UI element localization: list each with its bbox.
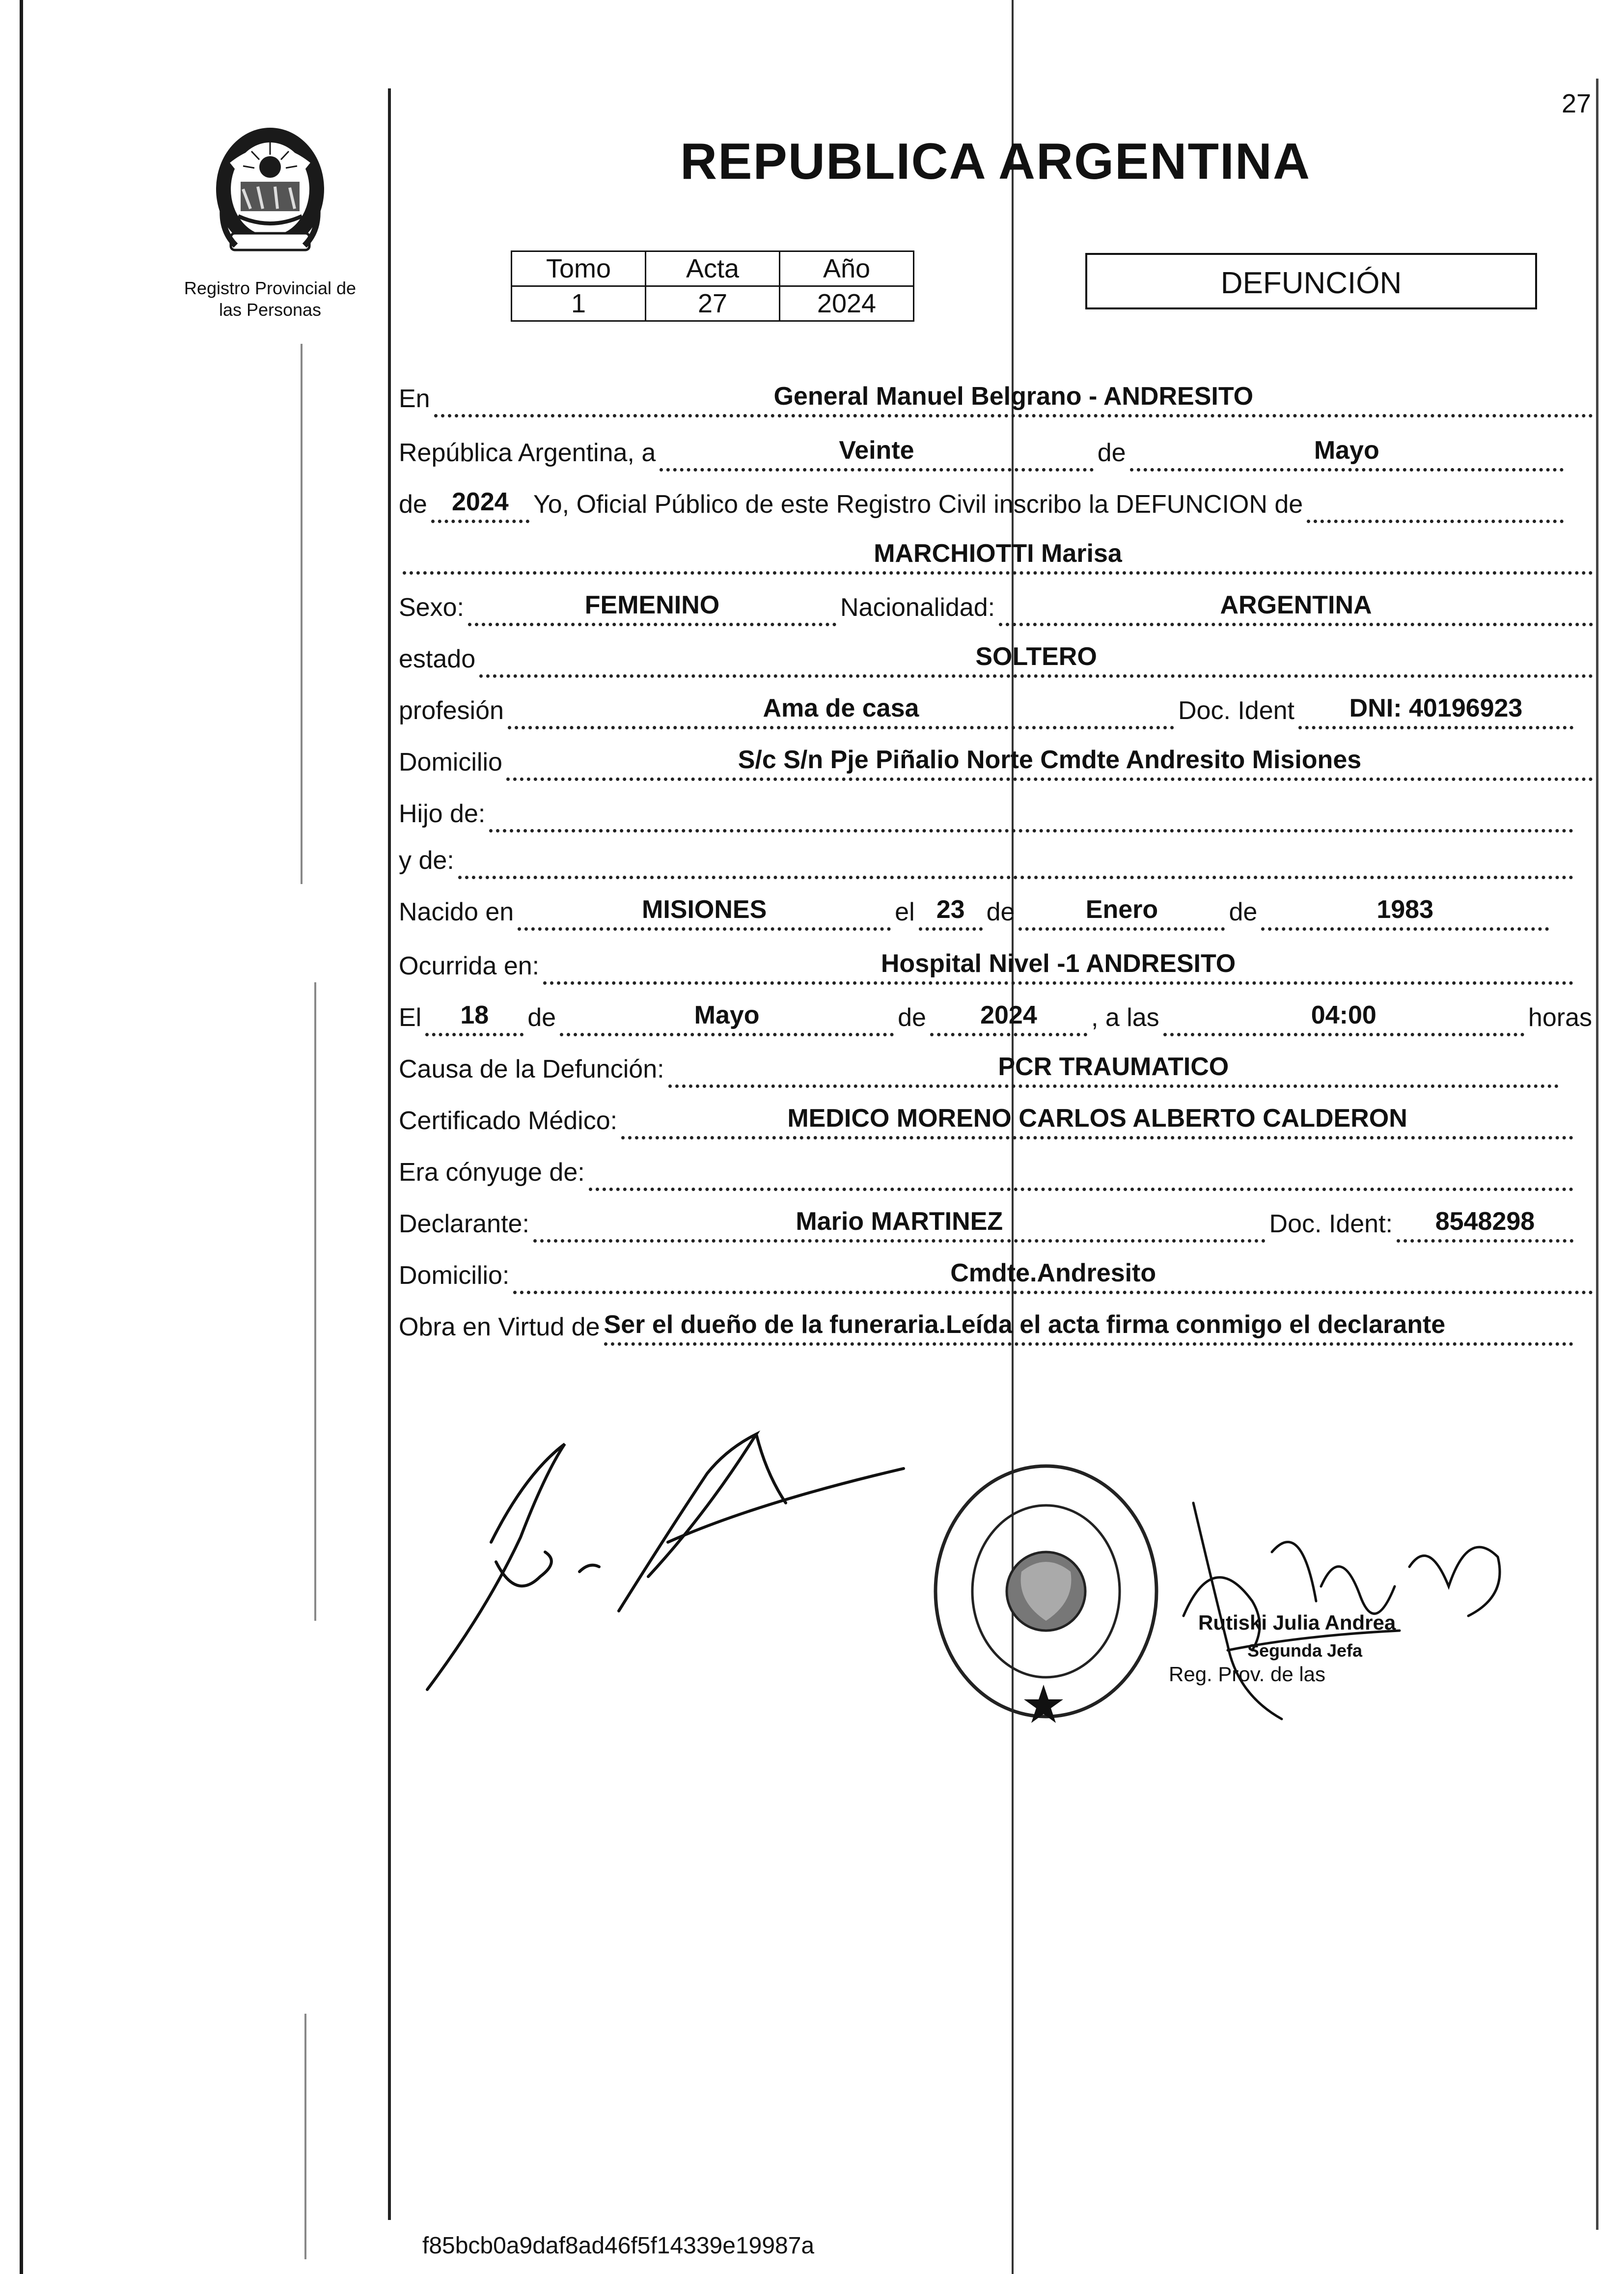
def-dia: 18 (425, 1000, 523, 1036)
conyuge-value (589, 1185, 1573, 1191)
row-conyuge (399, 1152, 1577, 1191)
nacionalidad-label: Nacionalidad: (840, 593, 995, 622)
punch-marks (301, 344, 303, 884)
de-label: de (1097, 439, 1126, 467)
nacionalidad-value: ARGENTINA (999, 590, 1593, 626)
yo-text: Yo, Oficial Público de este Registro Civil inscribo la DEFUNCION de (533, 490, 1303, 519)
causa-label: Causa de la Defunción: (399, 1055, 664, 1083)
tipo-acta-box: DEFUNCIÓN (1085, 253, 1537, 309)
row-estado (399, 638, 1597, 678)
row-obra (399, 1306, 1577, 1346)
punch-marks (314, 982, 316, 1621)
row-yde (399, 840, 1577, 879)
provincia-misiones-seal (196, 108, 344, 265)
anio-header: Año (780, 251, 914, 286)
row-causa (399, 1049, 1563, 1088)
cert-label: Certificado Médico: (399, 1107, 618, 1135)
registro-line-2: las Personas (219, 300, 322, 320)
dom2-label: Domicilio: (399, 1261, 510, 1290)
row-fecha (399, 432, 1568, 471)
yde-value (458, 873, 1573, 879)
nac-mes: Enero (1018, 895, 1225, 931)
nac-anio: 1983 (1261, 895, 1549, 931)
nac-de-2: de (1229, 898, 1258, 926)
ocurrida-value: Hospital Nivel -1 ANDRESITO (543, 949, 1573, 985)
profesion-label: profesión (399, 696, 504, 725)
domicilio-label: Domicilio (399, 748, 502, 776)
en-label: En (399, 385, 430, 413)
oficial-role: Segunda Jefa (1247, 1640, 1363, 1661)
def-de-1: de (527, 1003, 556, 1032)
tomo-value: 1 (512, 286, 646, 321)
causa-value: PCR TRAUMATICO (668, 1052, 1559, 1088)
row-domicilio (399, 742, 1597, 781)
conyuge-label: Era cónyuge de: (399, 1158, 585, 1187)
hijo-value (489, 826, 1573, 832)
declarante-signature (413, 1414, 963, 1709)
row-declarante (399, 1203, 1577, 1243)
republica-label: República Argentina, a (399, 439, 656, 467)
oficial-org: Reg. Prov. de las (1169, 1663, 1326, 1686)
row-certificado (399, 1100, 1577, 1139)
en-value: General Manuel Belgrano - ANDRESITO (434, 382, 1593, 417)
declarante-label: Declarante: (399, 1210, 529, 1238)
row-domicilio-declarante (399, 1255, 1597, 1294)
mes-value: Mayo (1130, 436, 1564, 471)
row-ocurrida (399, 945, 1577, 985)
hora-value: 04:00 (1163, 1000, 1524, 1036)
doc-value: DNI: 40196923 (1298, 693, 1573, 729)
tomo-header: Tomo (512, 251, 646, 286)
def-de-2: de (898, 1003, 926, 1032)
row-fecha-defuncion (399, 997, 1592, 1036)
row-en (399, 378, 1597, 417)
row-nombre (399, 535, 1597, 575)
nac-de-1: de (986, 898, 1015, 926)
registro-label (162, 277, 378, 321)
alas-label: , a las (1091, 1003, 1159, 1032)
punch-marks (304, 2014, 306, 2259)
obra-label: Obra en Virtud de (399, 1313, 600, 1341)
oficial-name: Rutiski Julia Andrea (1198, 1611, 1396, 1634)
doc-label: Doc. Ident (1178, 696, 1294, 725)
anio-value-field: 2024 (431, 487, 529, 523)
acta-table (511, 250, 914, 322)
delegacion-stamp (923, 1454, 1169, 1729)
margin-line (388, 88, 391, 2220)
acta-value: 27 (646, 286, 780, 321)
row-hijo (399, 793, 1577, 832)
row-sexo (399, 587, 1597, 626)
anio-de-label: de (399, 490, 427, 519)
yo-trailing-fill (1307, 517, 1564, 523)
row-anio (399, 484, 1568, 523)
doc2-label: Doc. Ident: (1269, 1210, 1393, 1238)
horas-label: horas (1528, 1003, 1592, 1032)
dom2-value: Cmdte.Andresito (513, 1258, 1593, 1294)
anio-value: 2024 (780, 286, 914, 321)
doc2-value: 8548298 (1397, 1207, 1573, 1243)
el2-label: El (399, 1003, 422, 1032)
nombre-value: MARCHIOTTI Marisa (403, 539, 1593, 575)
page-number: 27 (1562, 89, 1592, 118)
def-anio: 2024 (930, 1000, 1087, 1036)
yde-label: y de: (399, 846, 454, 875)
acta-header: Acta (646, 251, 780, 286)
row-nacido (399, 891, 1553, 931)
binding-edge (20, 0, 23, 2274)
el-label: el (895, 898, 915, 926)
nacido-value: MISIONES (518, 895, 891, 931)
obra-value: Ser el dueño de la funeraria.Leída el acta firma conmigo el declarante (604, 1310, 1573, 1346)
dia-value: Veinte (660, 436, 1093, 471)
row-profesion (399, 690, 1577, 729)
def-mes: Mayo (560, 1000, 894, 1036)
estado-label: estado (399, 645, 476, 673)
profesion-value: Ama de casa (508, 693, 1174, 729)
page-title: REPUBLICA ARGENTINA (680, 133, 1311, 190)
nac-dia: 23 (919, 895, 983, 931)
declarante-value: Mario MARTINEZ (533, 1207, 1266, 1243)
estado-value: SOLTERO (479, 642, 1593, 678)
hijo-label: Hijo de: (399, 800, 486, 828)
domicilio-value: S/c S/n Pje Piñalio Norte Cmdte Andresito Misiones (506, 745, 1593, 781)
sexo-value: FEMENINO (468, 590, 836, 626)
ocurrida-label: Ocurrida en: (399, 952, 540, 980)
nacido-label: Nacido en (399, 898, 514, 926)
cert-value: MEDICO MORENO CARLOS ALBERTO CALDERON (621, 1104, 1573, 1139)
sexo-label: Sexo: (399, 593, 464, 622)
document-hash: f85bcb0a9daf8ad46f5f14339e19987a (422, 2233, 815, 2259)
registro-line-1: Registro Provincial de (184, 278, 357, 298)
